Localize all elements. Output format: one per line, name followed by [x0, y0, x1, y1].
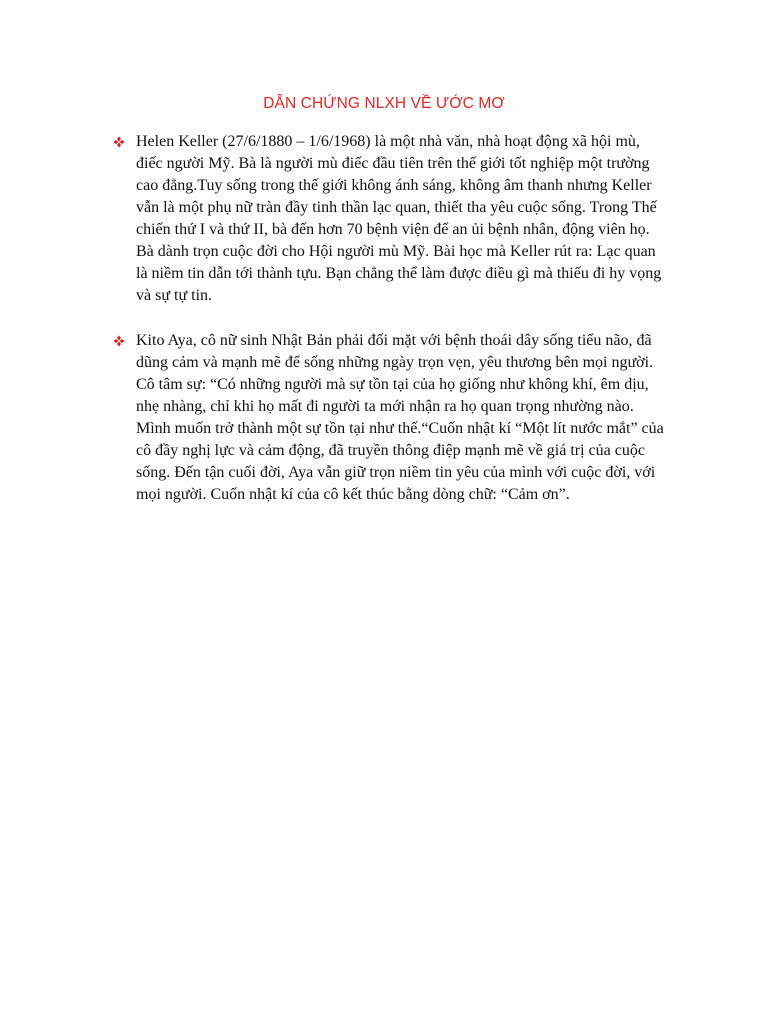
paragraph-kito-aya [136, 330, 683, 506]
paragraph-line: mọi người. Cuốn nhật kí của cô kết thúc bằng dòng chữ: “Cảm ơn”. [136, 486, 570, 503]
paragraph-line: nhẹ nhàng, chỉ khi họ mất đi người ta mới nhận ra họ quan trọng nhường nào. [136, 398, 634, 415]
paragraph-line: sống. Đến tận cuối đời, Aya vẫn giữ trọn niềm tin yêu của mình với cuộc đời, với [136, 464, 656, 481]
paragraph-line: cô đầy nghị lực và cảm động, đã truyền thông điệp mạnh mẽ về giá trị của cuộc [136, 442, 645, 459]
paragraph-line: vẫn là một phụ nữ tràn đầy tinh thần lạc quan, thiết tha yêu cuộc sống. Trong Thế [136, 199, 657, 216]
paragraph-line: Cô tâm sự: “Có những người mà sự tồn tại của họ giống như không khí, êm dịu, [136, 376, 649, 393]
paragraph-line: Kito Aya, cô nữ sinh Nhật Bản phải đối mặt với bệnh thoái dây sống tiểu não, đã [136, 332, 652, 349]
bullet-item-kito-aya [113, 330, 683, 506]
four-diamond-bullet-icon [113, 330, 136, 352]
bullet-item-helen-keller [113, 131, 683, 307]
document-title: DẪN CHỨNG NLXH VỀ ƯỚC MƠ [263, 95, 505, 112]
paragraph-line: cao đẳng.Tuy sống trong thế giới không ánh sáng, không âm thanh nhưng Keller [136, 177, 652, 194]
paragraph-line: Mình muốn trở thành một sự tồn tại như thế.“Cuốn nhật kí “Một lít nước mắt” của [136, 420, 664, 437]
paragraph-line: điếc người Mỹ. Bà là người mù điếc đầu tiên trên thế giới tốt nghiệp một trường [136, 155, 650, 172]
four-diamond-bullet-icon [113, 131, 136, 153]
paragraph-helen-keller [136, 131, 683, 307]
paragraph-line: và sự tự tin. [136, 287, 213, 304]
paragraph-line: chiến thứ I và thứ II, bà đến hơn 70 bệnh viện để an ủi bệnh nhân, động viên họ. [136, 221, 650, 238]
paragraph-line: Helen Keller (27/6/1880 – 1/6/1968) là một nhà văn, nhà hoạt động xã hội mù, [136, 133, 640, 150]
paragraph-line: là niềm tin dẫn tới thành tựu. Bạn chẳng thể làm được điều gì mà thiếu đi hy vọng [136, 265, 662, 282]
paragraph-line: Bà dành trọn cuộc đời cho Hội người mù Mỹ. Bài học mà Keller rút ra: Lạc quan [136, 243, 656, 260]
paragraph-line: dũng cảm và mạnh mẽ để sống những ngày trọn vẹn, yêu thương bên mọi người. [136, 354, 654, 371]
